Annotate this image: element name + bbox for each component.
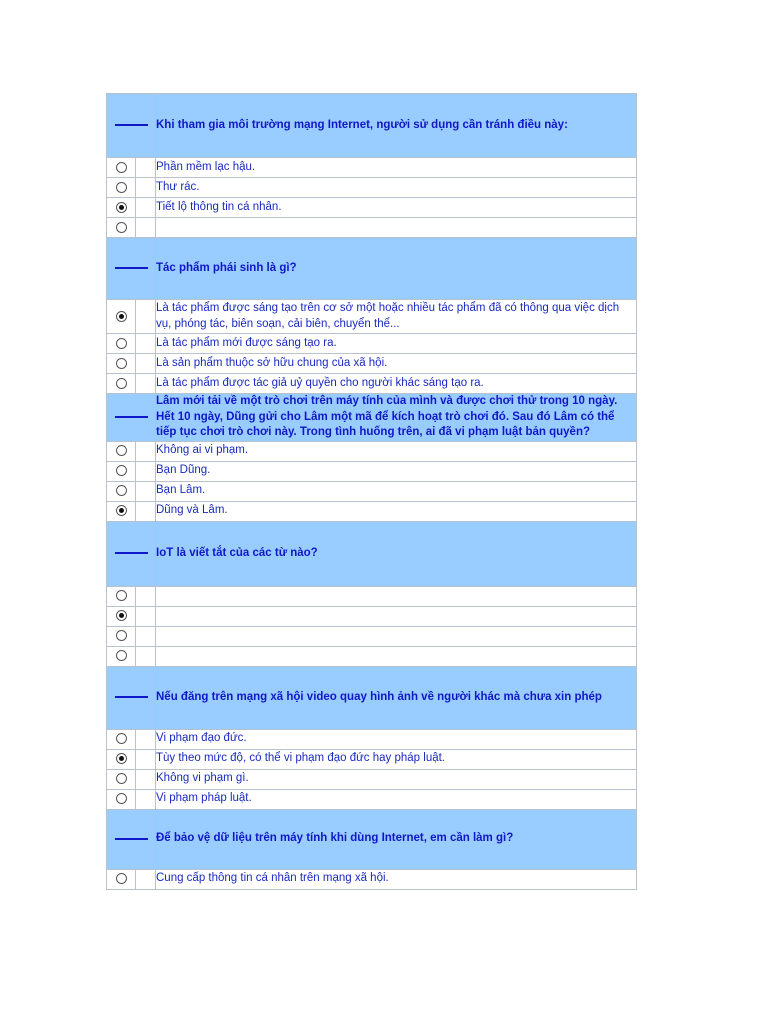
quiz-table <box>106 93 637 890</box>
option-radio[interactable] <box>107 198 136 218</box>
question-row <box>107 394 637 442</box>
option-text: Vi phạm đạo đức. <box>156 729 637 749</box>
option-row[interactable] <box>107 501 637 521</box>
radio-empty-icon[interactable] <box>116 733 127 744</box>
option-row[interactable] <box>107 769 637 789</box>
option-radio[interactable] <box>107 789 136 809</box>
option-text <box>156 646 637 666</box>
option-radio[interactable] <box>107 158 136 178</box>
option-row[interactable] <box>107 481 637 501</box>
question-row <box>107 238 637 300</box>
option-row[interactable] <box>107 789 637 809</box>
radio-empty-icon[interactable] <box>116 873 127 884</box>
answer-blank <box>107 809 156 869</box>
option-text: Không ai vi phạm. <box>156 441 637 461</box>
radio-empty-icon[interactable] <box>116 773 127 784</box>
option-row[interactable] <box>107 374 637 394</box>
option-row[interactable] <box>107 869 637 889</box>
option-text <box>156 218 637 238</box>
question-text: Để bảo vệ dữ liệu trên máy tính khi dùng Internet, em cần làm gì? <box>156 809 637 869</box>
option-text: Dũng và Lâm. <box>156 501 637 521</box>
radio-empty-icon[interactable] <box>116 485 127 496</box>
radio-selected-icon[interactable] <box>116 505 127 516</box>
option-row[interactable] <box>107 646 637 666</box>
question-text: Nếu đăng trên mạng xã hội video quay hình ảnh về người khác mà chưa xin phép <box>156 666 637 729</box>
option-row[interactable] <box>107 300 637 334</box>
radio-empty-icon[interactable] <box>116 378 127 389</box>
option-radio[interactable] <box>107 869 136 889</box>
option-text: Không vi phạm gì. <box>156 769 637 789</box>
radio-empty-icon[interactable] <box>116 162 127 173</box>
option-row[interactable] <box>107 334 637 354</box>
answer-blank <box>107 238 156 300</box>
question-row <box>107 521 637 586</box>
option-row[interactable] <box>107 729 637 749</box>
radio-empty-icon[interactable] <box>116 338 127 349</box>
option-text: Là tác phẩm được sáng tạo trên cơ sở một hoặc nhiều tác phẩm đã có thông qua việc dịch vụ, phóng tác, biên soạn, cải biên, chuyển thể... <box>156 300 637 334</box>
option-radio[interactable] <box>107 461 136 481</box>
option-row[interactable] <box>107 749 637 769</box>
option-row[interactable] <box>107 178 637 198</box>
answer-blank <box>107 666 156 729</box>
radio-selected-icon[interactable] <box>116 753 127 764</box>
option-row[interactable] <box>107 158 637 178</box>
option-row[interactable] <box>107 441 637 461</box>
question-text: IoT là viết tắt của các từ nào? <box>156 521 637 586</box>
option-radio[interactable] <box>107 481 136 501</box>
option-radio[interactable] <box>107 354 136 374</box>
option-row[interactable] <box>107 586 637 606</box>
radio-empty-icon[interactable] <box>116 358 127 369</box>
option-radio[interactable] <box>107 646 136 666</box>
question-text: Khi tham gia môi trường mạng Internet, người sử dụng cần tránh điều này: <box>156 94 637 158</box>
answer-blank <box>107 94 156 158</box>
option-text: Cung cấp thông tin cá nhân trên mạng xã hội. <box>156 869 637 889</box>
option-radio[interactable] <box>107 501 136 521</box>
option-text: Là tác phẩm mới được sáng tạo ra. <box>156 334 637 354</box>
option-row[interactable] <box>107 198 637 218</box>
option-text: Thư rác. <box>156 178 637 198</box>
option-radio[interactable] <box>107 606 136 626</box>
answer-blank <box>107 394 156 442</box>
radio-empty-icon[interactable] <box>116 222 127 233</box>
option-radio[interactable] <box>107 769 136 789</box>
option-row[interactable] <box>107 354 637 374</box>
radio-empty-icon[interactable] <box>116 465 127 476</box>
option-row[interactable] <box>107 626 637 646</box>
question-row <box>107 94 637 158</box>
option-radio[interactable] <box>107 218 136 238</box>
question-text: Tác phẩm phái sinh là gì? <box>156 238 637 300</box>
option-row[interactable] <box>107 218 637 238</box>
option-radio[interactable] <box>107 626 136 646</box>
radio-selected-icon[interactable] <box>116 610 127 621</box>
option-text <box>156 586 637 606</box>
option-text: Bạn Lâm. <box>156 481 637 501</box>
option-radio[interactable] <box>107 300 136 334</box>
radio-selected-icon[interactable] <box>116 202 127 213</box>
option-text: Là tác phẩm được tác giả uỷ quyền cho người khác sáng tạo ra. <box>156 374 637 394</box>
option-text: Vi phạm pháp luật. <box>156 789 637 809</box>
option-row[interactable] <box>107 461 637 481</box>
answer-blank <box>107 521 156 586</box>
option-text <box>156 626 637 646</box>
option-text: Tùy theo mức độ, có thể vi phạm đạo đức hay pháp luật. <box>156 749 637 769</box>
radio-empty-icon[interactable] <box>116 182 127 193</box>
radio-empty-icon[interactable] <box>116 445 127 456</box>
option-text: Bạn Dũng. <box>156 461 637 481</box>
option-text <box>156 606 637 626</box>
option-text: Phần mềm lạc hậu. <box>156 158 637 178</box>
question-row <box>107 666 637 729</box>
option-radio[interactable] <box>107 178 136 198</box>
option-radio[interactable] <box>107 334 136 354</box>
option-radio[interactable] <box>107 729 136 749</box>
option-radio[interactable] <box>107 586 136 606</box>
radio-empty-icon[interactable] <box>116 630 127 641</box>
question-text: Lâm mới tải về một trò chơi trên máy tính của mình và được chơi thử trong 10 ngày. Hết 10 ngày, Dũng gửi cho Lâm một mã để kích hoạt trò chơi đó. Sau đó Lâm có thể tiếp tục chơi trò chơi này. Trong tình huống trên, ai đã vi phạm luật bản quyền? <box>156 394 637 442</box>
option-row[interactable] <box>107 606 637 626</box>
radio-empty-icon[interactable] <box>116 650 127 661</box>
option-text: Là sản phẩm thuộc sở hữu chung của xã hội. <box>156 354 637 374</box>
radio-empty-icon[interactable] <box>116 793 127 804</box>
option-text: Tiết lộ thông tin cá nhân. <box>156 198 637 218</box>
option-radio[interactable] <box>107 749 136 769</box>
question-row <box>107 809 637 869</box>
radio-selected-icon[interactable] <box>116 311 127 322</box>
option-radio[interactable] <box>107 374 136 394</box>
option-radio[interactable] <box>107 441 136 461</box>
radio-empty-icon[interactable] <box>116 590 127 601</box>
